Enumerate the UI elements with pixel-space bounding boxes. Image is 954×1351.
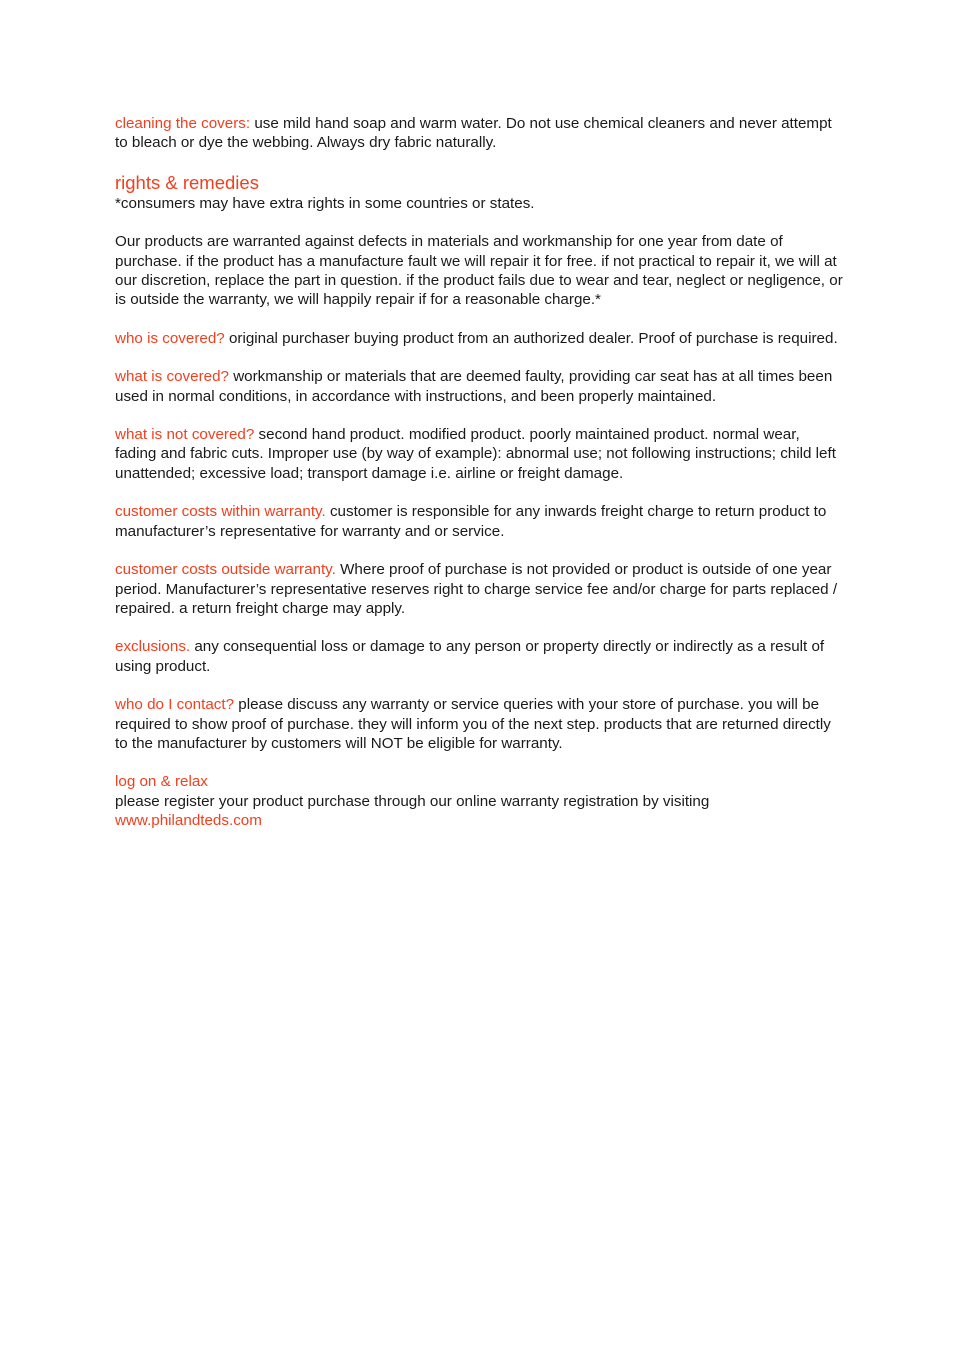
section-label: what is covered? <box>115 368 229 386</box>
section-exclusions <box>115 637 843 676</box>
section-what-is-covered <box>115 367 843 406</box>
cleaning-label: cleaning the covers: <box>115 115 251 132</box>
section-who-is-covered <box>115 329 843 348</box>
section-what-is-not-covered <box>115 425 843 483</box>
section-text: Where proof of purchase is not provided or product is outside of one year period. Manufacturer’s representative reserves right to charge service fee and/or charge for parts replaced / repaired. a return freight charge may apply. <box>115 561 838 617</box>
warranty-intro: Our products are warranted against defects in materials and workmanship for one year from date of purchase. if the product has a manufacture fault we will repair it for free. if not practical to repair it, we will at our discretion, replace the part in question. if the product fails due to wear and tear, neglect or negligence, or is outside the warranty, we will happily repair if for a reasonable charge.* <box>115 233 843 309</box>
cleaning-paragraph <box>115 114 843 153</box>
rights-heading: rights & remedies <box>115 171 259 193</box>
section-label: what is not covered? <box>115 426 255 444</box>
section-costs-outside-warranty <box>115 560 843 618</box>
website-link[interactable]: www.philandteds.com <box>115 812 262 830</box>
section-text: workmanship or materials that are deemed faulty, providing car seat has at all times been used in normal conditions, in accordance with instructions, and been properly maintained. <box>115 368 833 405</box>
section-label: customer costs outside warranty. <box>115 561 336 579</box>
rights-note: *consumers may have extra rights in some countries or states. <box>115 194 535 212</box>
section-label: customer costs within warranty. <box>115 503 326 521</box>
section-label: exclusions. <box>115 638 191 656</box>
section-who-do-i-contact <box>115 695 843 753</box>
cleaning-text: use mild hand soap and warm water. Do not use chemical cleaners and never attempt to bleach or dye the webbing. Always dry fabric naturally. <box>115 115 832 152</box>
register-text: please register your product purchase through our online warranty registration by visiting <box>115 792 710 810</box>
section-label: who is covered? <box>115 329 225 347</box>
section-text: customer is responsible for any inwards freight charge to return product to manufacturer’s representative for warranty and or service. <box>115 503 827 540</box>
section-costs-within-warranty <box>115 502 843 541</box>
register-section <box>115 772 843 830</box>
document-page <box>115 114 843 850</box>
section-text: please discuss any warranty or service queries with your store of purchase. you will be required to show proof of purchase. they will inform you of the next step. products that are returned directly to the manufacturer by customers will NOT be eligible for warranty. <box>115 696 831 752</box>
rights-section <box>115 172 843 213</box>
section-text: any consequential loss or damage to any person or property directly or indirectly as a result of using product. <box>115 638 825 675</box>
section-text: original purchaser buying product from an authorized dealer. Proof of purchase is required. <box>224 329 838 347</box>
section-text: second hand product. modified product. poorly maintained product. normal wear, fading and fabric cuts. Improper use (by way of example): abnormal use; not following instructions; child left unattended; excessive load; transport damage i.e. airline or freight damage. <box>115 426 836 482</box>
register-heading: log on & relax <box>115 773 208 791</box>
section-label: who do I contact? <box>115 696 235 714</box>
